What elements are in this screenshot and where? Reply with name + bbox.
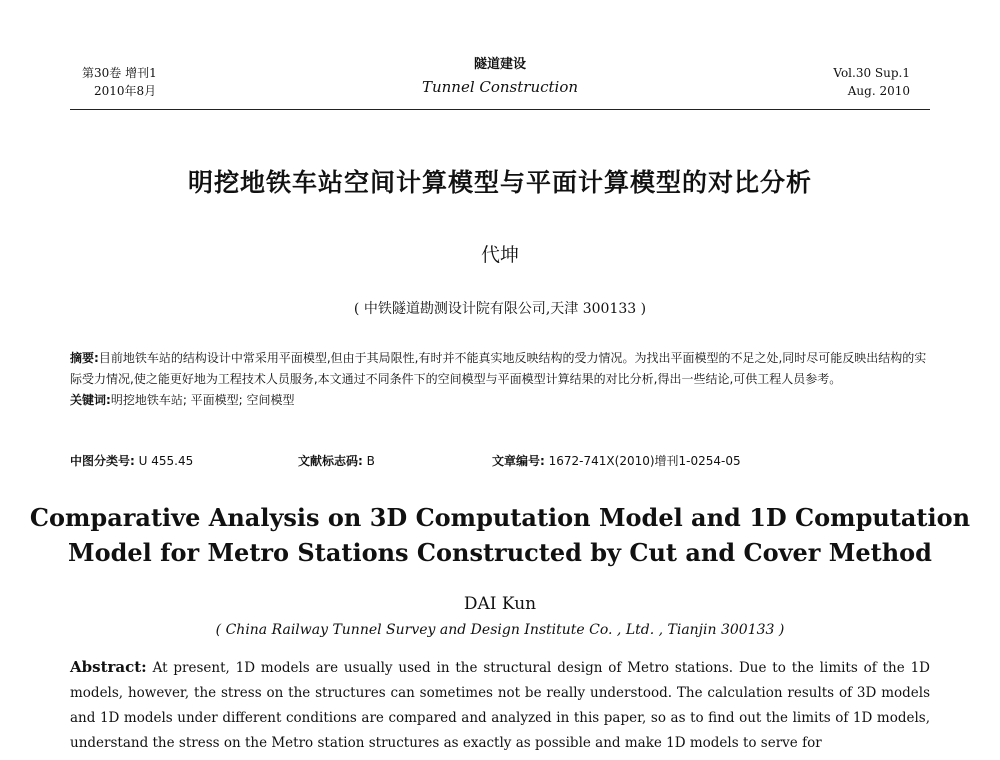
- article-number: [492, 452, 741, 469]
- clc-label: 中图分类号:: [70, 454, 135, 468]
- date-cn: 2010年8月: [94, 84, 157, 98]
- keywords-label: 关键词:: [70, 393, 111, 407]
- header-rule: [70, 109, 930, 110]
- abstract-en: [70, 655, 930, 756]
- doc-code-value: B: [366, 454, 375, 468]
- paper-title-en-line2: Model for Metro Stations Constructed by Cut and Cover Method: [68, 538, 932, 567]
- affiliation-cn: ( 中铁隧道勘测设计院有限公司,天津 300133 ): [353, 301, 647, 317]
- affiliation-en: ( China Railway Tunnel Survey and Design Institute Co. , Ltd. , Tianjin 300133 ): [215, 622, 785, 638]
- abstract-cn-text: 目前地铁车站的结构设计中常采用平面模型,但由于其局限性,有时并不能真实地反映结构的受力情况。为找出平面模型的不足之处,同时尽可能反映出结构的实际受力情况,使之能更好地为工程技术人员服务,本文通过不同条件下的空间模型与平面模型计算结果的对比分析,得出一些结论,可供工程人员参考。: [70, 351, 927, 386]
- abstract-cn: [70, 348, 930, 411]
- author-name-cn: 代坤: [480, 244, 519, 266]
- paper-title-en-line1: Comparative Analysis on 3D Computation Model and 1D Computation: [29, 503, 971, 532]
- author-name-en: DAI Kun: [463, 594, 537, 614]
- header-volume-date-en: [790, 64, 910, 100]
- volume-en: Vol.30 Sup.1: [833, 66, 910, 80]
- abstract-en-label: Abstract:: [70, 658, 147, 676]
- abstract-en-text: At present, 1D models are usually used in the structural design of Metro stations. Due to the limits of the 1D models, however, the stress on the structures can sometimes not be really understood. The calculation results of 3D models and 1D models under different conditions are compared and analyzed in this paper, so as to find out the limits of 1D models, understand the stress on the Metro station structures as exactly as possible and make 1D models to serve for: [70, 660, 930, 751]
- paper-title-cn: 明挖地铁车站空间计算模型与平面计算模型的对比分析: [187, 168, 812, 197]
- article-number-label: 文章编号:: [492, 454, 545, 468]
- paper-title-en: [0, 500, 1000, 570]
- date-en: Aug. 2010: [847, 84, 910, 98]
- abstract-cn-label: 摘要:: [70, 351, 99, 365]
- keywords-text: 明挖地铁车站; 平面模型; 空间模型: [110, 393, 295, 407]
- keywords-block: [70, 390, 930, 411]
- clc-number: [70, 452, 193, 469]
- abstract-cn-block: [70, 348, 930, 390]
- clc-value: U 455.45: [138, 454, 194, 468]
- doc-code-label: 文献标志码:: [298, 454, 363, 468]
- volume-cn: 第30卷 增刊1: [82, 66, 157, 80]
- article-number-value: 1672-741X(2010)增刊1-0254-05: [548, 454, 741, 468]
- journal-name-cn: 隧道建设: [473, 57, 526, 72]
- journal-name-en: Tunnel Construction: [421, 78, 579, 96]
- doc-code: [298, 452, 375, 469]
